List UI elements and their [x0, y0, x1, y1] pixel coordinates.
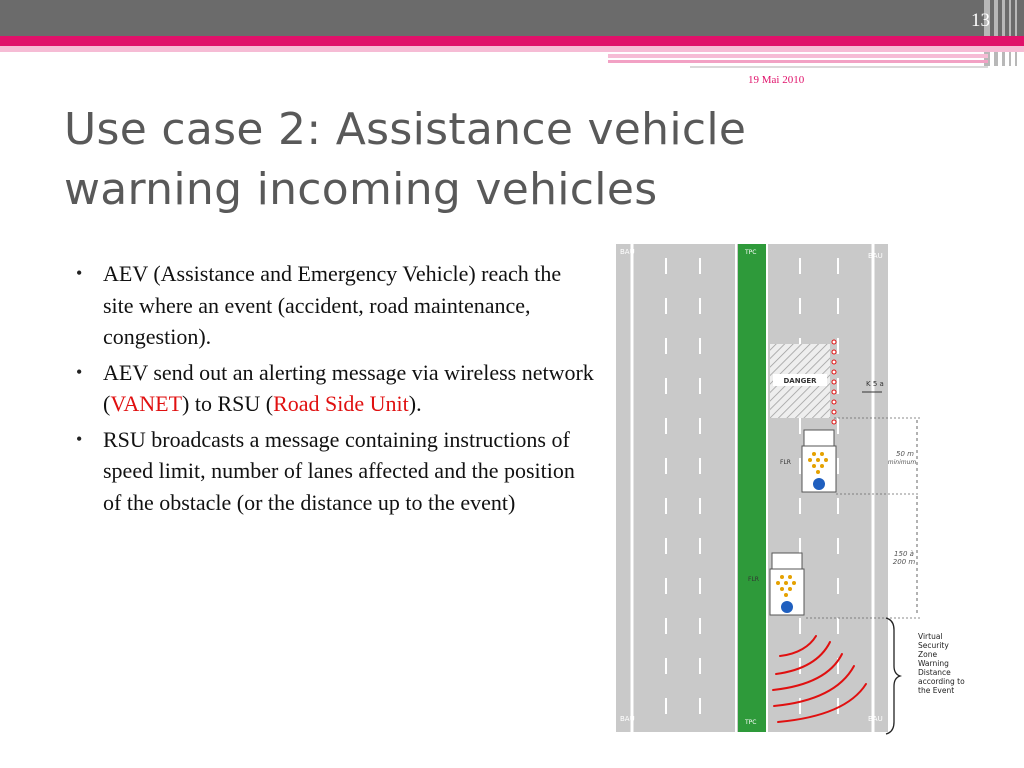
vehicle-cab-2	[772, 553, 802, 571]
bau-label-bottom-right: BAU	[868, 715, 883, 723]
rsu-term: Road Side Unit	[273, 391, 409, 416]
zone-line: Security	[918, 641, 949, 650]
bullet-text: ).	[408, 391, 422, 416]
bullet-text: RSU broadcasts a message containing instructions of speed limit, number of lanes affected and the position of the obstacle (or the distance up to the event)	[103, 426, 575, 515]
vanet-term: VANET	[110, 391, 183, 416]
slide-number: 13	[971, 10, 990, 31]
bullet-item	[76, 258, 596, 353]
vehicle-cab-1	[804, 430, 834, 448]
bau-label-bottom-left: BAU	[620, 715, 635, 723]
bullet-text: AEV send out an alerting message via wireless network (	[103, 359, 594, 416]
accent-stripe	[0, 36, 1024, 46]
blue-sign-2	[781, 601, 793, 613]
bullet-list	[76, 258, 596, 522]
slide-date: 19 Mai 2010	[748, 74, 805, 86]
zone-line: Warning	[918, 659, 949, 668]
accent-stripe-light	[0, 46, 1024, 52]
blue-sign-1	[813, 478, 825, 490]
bau-label-top-left: BAU	[620, 248, 635, 256]
zone-line: Virtual	[918, 632, 943, 641]
k5a-label: K 5 a	[866, 380, 884, 388]
flr-label-1: FLR	[780, 459, 791, 466]
bullet-text: AEV (Assistance and Emergency Vehicle) reach the site where an event (accident, road maintenance, congestion).	[103, 261, 562, 349]
accent-stripe-short	[608, 54, 988, 58]
bullet-text: ) to RSU (	[182, 391, 274, 416]
title-line-1: Use case 2: Assistance vehicle	[64, 104, 747, 155]
distance-50-min: minimum	[887, 459, 917, 466]
bau-label-top-right: BAU	[868, 252, 883, 260]
zone-line: Distance	[918, 668, 951, 677]
distance-200: 200 m	[892, 558, 916, 566]
accent-stripe-grey	[690, 66, 988, 68]
median-strip	[738, 244, 766, 732]
zone-line: the Event	[918, 686, 955, 695]
zone-line: according to	[918, 677, 965, 686]
zone-caption	[918, 632, 965, 695]
danger-label: DANGER	[783, 377, 817, 385]
bullet-item	[76, 357, 596, 420]
title-line-2: warning incoming vehicles	[64, 164, 658, 215]
distance-150: 150 à	[894, 550, 914, 558]
tpc-label-top: TPC	[745, 249, 757, 256]
accent-stripe-short-2	[608, 60, 988, 63]
zone-line: Zone	[918, 650, 938, 659]
road-diagram	[610, 238, 965, 738]
tpc-label-bottom: TPC	[745, 719, 757, 726]
bullet-item	[76, 424, 596, 519]
flr-label-2: FLR	[748, 576, 759, 583]
slide-title	[64, 100, 884, 220]
distance-50: 50 m	[896, 450, 914, 458]
top-bar	[0, 0, 1024, 36]
